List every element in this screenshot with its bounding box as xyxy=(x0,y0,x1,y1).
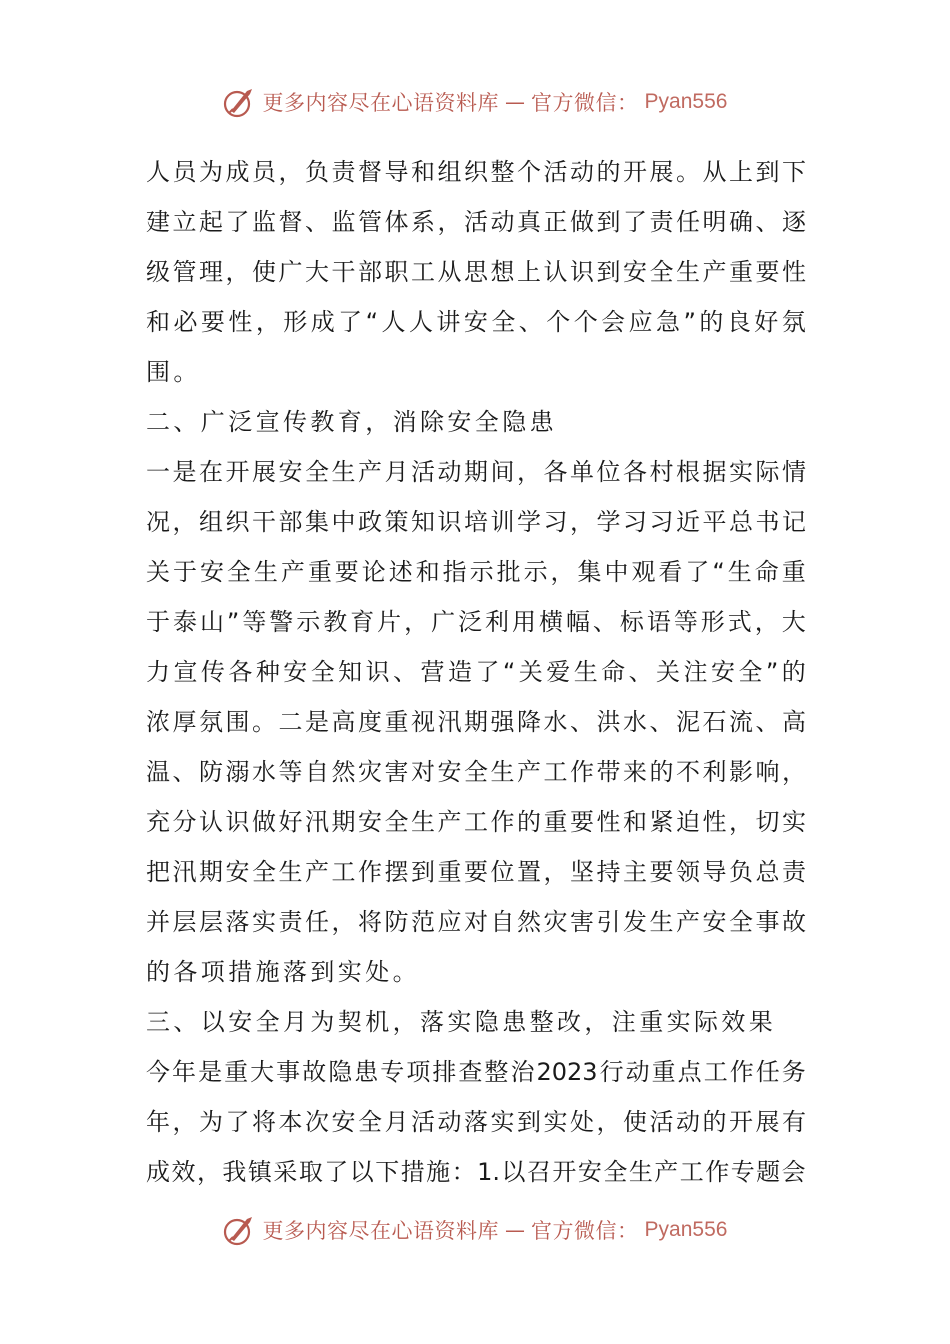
paragraph-line: 建 立 起 了 监 督 、 监 管 体 系 ， 活 动 真 正 做 到 了 责 任 明 确 、 逐 xyxy=(146,208,806,236)
paragraph-line: 充 分 认 识 做 好 汛 期 安 全 生 产 工 作 的 重 要 性 和 紧 迫 性 ， 切 实 xyxy=(146,808,806,836)
paragraph-line: 况 ， 组 织 干 部 集 中 政 策 知 识 培 训 学 习 ， 学 习 习 近 平 总 书 记 xyxy=(146,508,806,536)
paragraph-line: 成 效 ， 我 镇 采 取 了 以 下 措 施 ： 1. 以 召 开 安 全 生 产 工 作 专 题 会 xyxy=(146,1158,806,1186)
footer-watermark-banner xyxy=(0,1210,950,1250)
paragraph-line: 一 是 在 开 展 安 全 生 产 月 活 动 期 间 ， 各 单 位 各 村 根 据 实 际 情 xyxy=(146,458,806,486)
paragraph-line: 人 员 为 成 员 ， 负 责 督 导 和 组 织 整 个 活 动 的 开 展 。 从 上 到 下 xyxy=(146,158,806,186)
header-watermark-banner xyxy=(0,82,950,122)
paragraph-line: 把 汛 期 安 全 生 产 工 作 摆 到 重 要 位 置 ， 坚 持 主 要 领 导 负 总 责 xyxy=(146,858,806,886)
paragraph-line: 级 管 理 ， 使 广 大 干 部 职 工 从 思 想 上 认 识 到 安 全 生 产 重 要 性 xyxy=(146,258,806,286)
paragraph-line: 力 宣 传 各 种 安 全 知 识 、 营 造 了 “ 关 爱 生 命 、 关 注 安 全 ” 的 xyxy=(146,658,806,686)
paragraph-line: 年 ， 为 了 将 本 次 安 全 月 活 动 落 实 到 实 处 ， 使 活 动 的 开 展 有 xyxy=(146,1108,806,1136)
document-body xyxy=(146,147,806,1197)
banner-handle: Pyan556 xyxy=(644,90,728,113)
banner-text: 更多内容尽在心语资料库 xyxy=(262,91,500,115)
banner-handle: Pyan556 xyxy=(644,1218,728,1241)
paragraph-line: 温 、 防 溺 水 等 自 然 灾 害 对 安 全 生 产 工 作 带 来 的 不 利 影 响 ， xyxy=(146,758,806,786)
banner-text: 更多内容尽在心语资料库 xyxy=(262,1219,500,1243)
banner-label: 官方微信： xyxy=(531,1219,639,1243)
quill-pen-logo-icon xyxy=(223,1213,257,1247)
paragraph-line: 关 于 安 全 生 产 重 要 论 述 和 指 示 批 示 ， 集 中 观 看 了 “ 生 命 重 xyxy=(146,558,806,586)
banner-label: 官方微信： xyxy=(531,91,639,115)
paragraph-line: 的各项措施落到实处。 xyxy=(146,958,420,986)
banner-separator: — xyxy=(505,90,526,114)
paragraph-line: 今 年 是 重 大 事 故 隐 患 专 项 排 查 整 治 2023 行 动 重 点 工 作 任 务 xyxy=(146,1058,806,1086)
paragraph-line: 三、以安全月为契机，落实隐患整改，注重实际效果 xyxy=(146,1008,777,1036)
paragraph-line: 浓 厚 氛 围 。 二 是 高 度 重 视 汛 期 强 降 水 、 洪 水 、 泥 石 流 、 高 xyxy=(146,708,806,736)
paragraph-line: 并 层 层 落 实 责 任 ， 将 防 范 应 对 自 然 灾 害 引 发 生 产 安 全 事 故 xyxy=(146,908,806,936)
paragraph-line: 于 泰 山 ” 等 警 示 教 育 片 ， 广 泛 利 用 横 幅 、 标 语 等 形 式 ， 大 xyxy=(146,608,806,636)
paragraph-line: 和 必 要 性 ， 形 成 了 “ 人 人 讲 安 全 、 个 个 会 应 急 ” 的 良 好 氛 xyxy=(146,308,806,336)
banner-separator: — xyxy=(505,1218,526,1242)
paragraph-line: 围。 xyxy=(146,358,201,386)
quill-pen-logo-icon xyxy=(223,85,257,119)
paragraph-line: 二、广泛宣传教育，消除安全隐患 xyxy=(146,408,557,436)
